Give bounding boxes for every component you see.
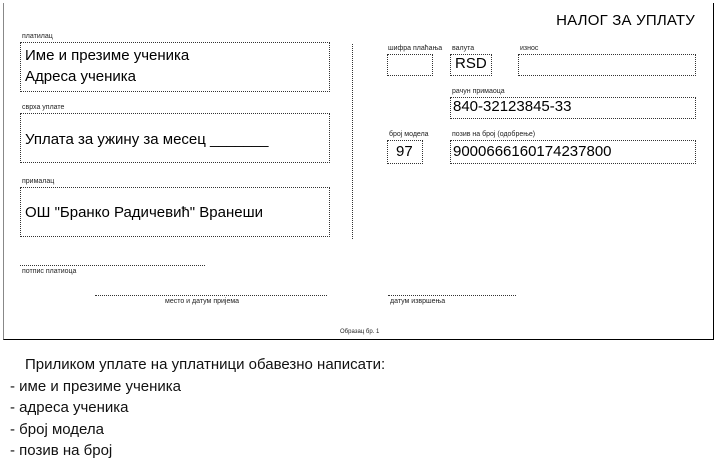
- column-divider: [352, 44, 353, 239]
- signature-line: [20, 265, 205, 266]
- value-date-label: датум извршења: [390, 298, 446, 305]
- recipient-label: прималац: [22, 178, 55, 185]
- place-date-label: место и датум пријема: [165, 298, 240, 305]
- instruction-item: - адреса ученика: [10, 399, 129, 416]
- instructions-heading: Приликом уплате на уплатници обавезно написати:: [25, 356, 386, 373]
- account-value: 840-32123845-33: [453, 98, 572, 115]
- instruction-item: - позив на број: [10, 442, 113, 459]
- purpose-label: сврха уплате: [22, 104, 65, 111]
- payer-label: платилац: [22, 33, 53, 40]
- instruction-item: - име и презиме ученика: [10, 377, 182, 395]
- currency-label: валута: [452, 45, 475, 52]
- recipient-value: ОШ "Бранко Радичевић" Вранеши: [25, 204, 264, 221]
- form-number: Образац бр. 1: [340, 329, 380, 335]
- instructions: [10, 354, 385, 462]
- reference-value: 9000666160174237800: [453, 143, 612, 160]
- value-date-line: [388, 295, 516, 296]
- model-label: број модела: [389, 131, 429, 138]
- currency-value: RSD: [455, 55, 487, 72]
- payment-code-field[interactable]: [387, 54, 433, 76]
- signature-label: потпис платиоца: [22, 268, 77, 275]
- payer-address: Адреса ученика: [25, 68, 137, 85]
- reference-label: позив на број (одобрење): [452, 131, 536, 138]
- slip-title: НАЛОГ ЗА УПЛАТУ: [556, 12, 695, 29]
- account-label: рачун примаоца: [452, 88, 505, 95]
- payer-name: Име и презиме ученика: [25, 47, 190, 64]
- purpose-value: Уплата за ужину за месец _______: [25, 131, 269, 148]
- amount-field[interactable]: [518, 54, 696, 76]
- place-date-line: [95, 295, 327, 296]
- amount-label: износ: [520, 45, 539, 52]
- model-value: 97: [396, 143, 413, 160]
- payment-code-label: шифра плаћања: [388, 45, 443, 52]
- instruction-item: - број модела: [10, 420, 104, 438]
